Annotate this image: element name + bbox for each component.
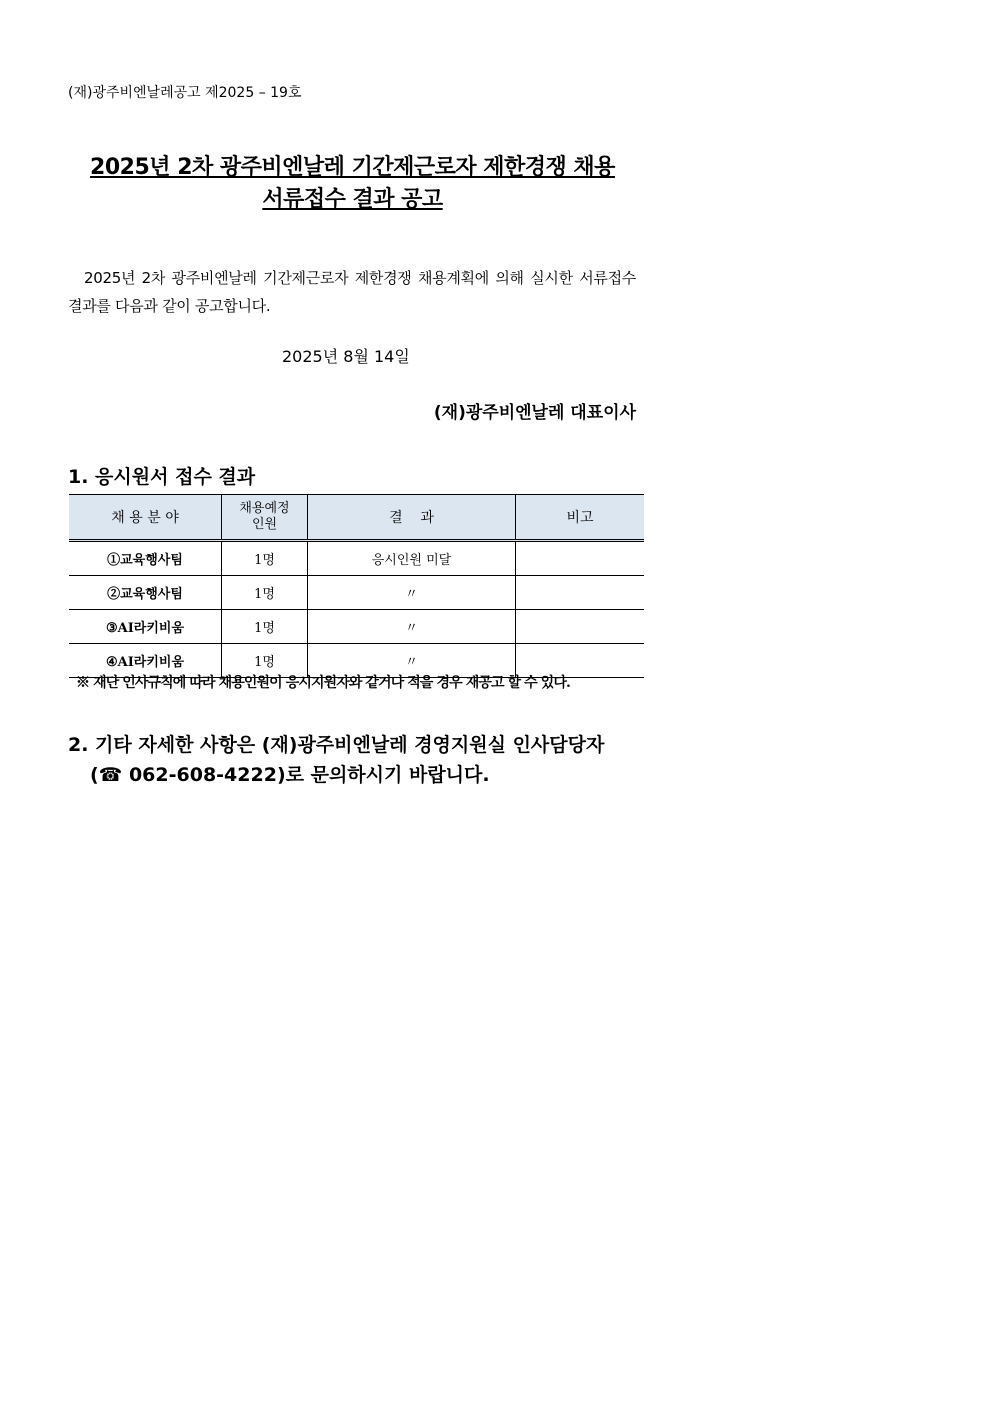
- header-remarks: 비고: [516, 495, 645, 541]
- cell-result: 〃: [308, 610, 516, 644]
- header-planned: 채용예정 인원: [222, 495, 308, 541]
- cell-result: 응시인원 미달: [308, 541, 516, 576]
- cell-planned: 1명: [222, 576, 308, 610]
- cell-remarks: [516, 576, 645, 610]
- table-row: [69, 610, 644, 644]
- announcement-date: 2025년 8월 14일: [282, 347, 410, 366]
- cell-field: ②교육행사팀: [69, 576, 222, 610]
- cell-result: 〃: [308, 576, 516, 610]
- cell-result: 〃: [308, 644, 516, 678]
- results-table: [69, 494, 644, 678]
- cell-planned: 1명: [222, 610, 308, 644]
- section-2-line-1: 2. 기타 자세한 사항은 (재)광주비엔날레 경영지원실 인사담당자: [68, 734, 605, 756]
- table-row: [69, 541, 644, 576]
- table-row: [69, 576, 644, 610]
- section-2-line-2: (☎ 062-608-4222)로 문의하시기 바랍니다.: [90, 764, 490, 786]
- issuer: (재)광주비엔날레 대표이사: [433, 403, 636, 423]
- cell-remarks: [516, 541, 645, 576]
- header-result: 결 과: [308, 495, 516, 541]
- intro-paragraph: 2025년 2차 광주비엔날레 기간제근로자 제한경쟁 채용계획에 의해 실시한 서류접수 결과를 다음과 같이 공고합니다.: [68, 269, 636, 315]
- table-header-row: [69, 495, 644, 541]
- cell-field: ④AI라키비움: [69, 644, 222, 678]
- cell-remarks: [516, 610, 645, 644]
- cell-field: ③AI라키비움: [69, 610, 222, 644]
- cell-field: ①교육행사팀: [69, 541, 222, 576]
- cell-planned: 1명: [222, 541, 308, 576]
- table-note: ※ 재단 인사규칙에 따라 채용인원이 응시지원자와 같거나 적을 경우 재공고 할 수 있다.: [76, 675, 570, 691]
- cell-planned: 1명: [222, 644, 308, 678]
- section-1-heading: 1. 응시원서 접수 결과: [68, 466, 256, 488]
- title-line-2: 서류접수 결과 공고: [262, 187, 443, 212]
- title-line-1: 2025년 2차 광주비엔날레 기간제근로자 제한경쟁 채용: [90, 155, 615, 180]
- header-field: 채 용 분 야: [69, 495, 222, 541]
- document-number: (재)광주비엔날레공고 제2025 – 19호: [68, 85, 302, 101]
